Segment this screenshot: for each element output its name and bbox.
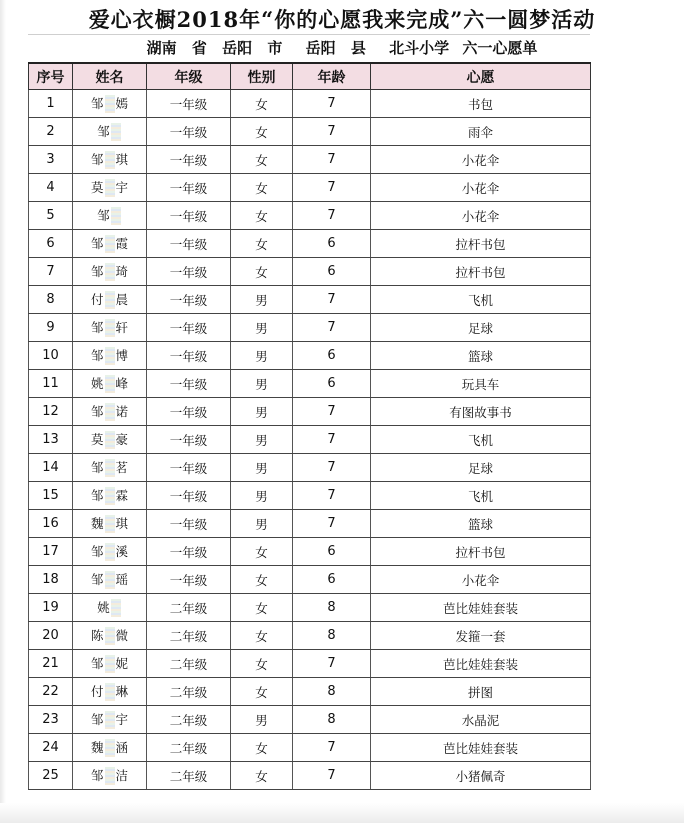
row-age: 7 xyxy=(293,482,371,510)
row-grade: 一年级 xyxy=(147,482,231,510)
row-grade: 一年级 xyxy=(147,90,231,118)
name-redaction-mask xyxy=(105,151,115,169)
row-name xyxy=(73,370,147,398)
row-wish: 拉杆书包 xyxy=(371,258,591,286)
row-gender: 女 xyxy=(231,174,293,202)
row-name xyxy=(73,566,147,594)
row-grade: 一年级 xyxy=(147,454,231,482)
row-wish: 水晶泥 xyxy=(371,706,591,734)
page-bottom-shadow xyxy=(0,803,684,823)
row-wish: 芭比娃娃套装 xyxy=(371,594,591,622)
row-wish: 小花伞 xyxy=(371,146,591,174)
row-name xyxy=(73,622,147,650)
row-name-last: 博 xyxy=(115,347,129,363)
row-number: 3 xyxy=(29,146,73,174)
row-gender: 男 xyxy=(231,314,293,342)
row-number: 9 xyxy=(29,314,73,342)
row-name-last: 霖 xyxy=(115,487,129,503)
row-grade: 一年级 xyxy=(147,146,231,174)
row-number: 15 xyxy=(29,482,73,510)
row-grade: 一年级 xyxy=(147,174,231,202)
row-number: 7 xyxy=(29,258,73,286)
row-gender: 男 xyxy=(231,454,293,482)
row-name-last: 瑶 xyxy=(115,571,129,587)
table-row xyxy=(29,510,591,538)
row-name xyxy=(73,734,147,762)
name-redaction-mask xyxy=(105,431,115,449)
row-number: 16 xyxy=(29,510,73,538)
table-row xyxy=(29,90,591,118)
row-grade: 二年级 xyxy=(147,734,231,762)
table-row xyxy=(29,202,591,230)
row-name-first: 莫 xyxy=(90,431,104,447)
row-grade: 一年级 xyxy=(147,398,231,426)
name-redaction-mask xyxy=(105,319,115,337)
row-gender: 女 xyxy=(231,622,293,650)
table-row xyxy=(29,118,591,146)
table-row xyxy=(29,454,591,482)
subtitle-list-name: 六一心愿单 xyxy=(462,39,538,57)
name-redaction-mask xyxy=(111,123,121,141)
name-redaction-mask xyxy=(105,627,115,645)
subtitle-city: 岳阳 xyxy=(222,39,253,57)
row-name-first: 付 xyxy=(90,683,104,699)
table-body xyxy=(29,90,591,790)
row-wish: 拉杆书包 xyxy=(371,538,591,566)
row-gender: 男 xyxy=(231,342,293,370)
name-redaction-mask xyxy=(105,487,115,505)
row-name-first: 邹 xyxy=(97,123,110,139)
row-name xyxy=(73,258,147,286)
row-name-last: 涵 xyxy=(115,739,129,755)
row-age: 7 xyxy=(293,426,371,454)
row-name xyxy=(73,118,147,146)
row-grade: 一年级 xyxy=(147,510,231,538)
table-row xyxy=(29,174,591,202)
row-grade: 一年级 xyxy=(147,538,231,566)
row-number: 5 xyxy=(29,202,73,230)
row-gender: 女 xyxy=(231,90,293,118)
row-name-first: 邹 xyxy=(90,263,104,279)
row-grade: 一年级 xyxy=(147,566,231,594)
name-redaction-mask xyxy=(111,207,121,225)
row-name-last: 豪 xyxy=(115,431,129,447)
row-number: 19 xyxy=(29,594,73,622)
row-name-first: 邹 xyxy=(90,655,104,671)
row-wish: 拉杆书包 xyxy=(371,230,591,258)
name-redaction-mask xyxy=(105,571,115,589)
title-divider xyxy=(28,34,590,35)
row-number: 10 xyxy=(29,342,73,370)
table-row xyxy=(29,370,591,398)
row-grade: 一年级 xyxy=(147,370,231,398)
row-gender: 女 xyxy=(231,230,293,258)
row-name-first: 魏 xyxy=(90,515,104,531)
subtitle-county-unit: 县 xyxy=(350,39,366,57)
table-row xyxy=(29,314,591,342)
row-wish: 发箍一套 xyxy=(371,622,591,650)
row-wish: 足球 xyxy=(371,314,591,342)
row-wish: 玩具车 xyxy=(371,370,591,398)
row-number: 24 xyxy=(29,734,73,762)
row-name xyxy=(73,342,147,370)
header-gender: 性别 xyxy=(231,63,293,90)
row-number: 22 xyxy=(29,678,73,706)
row-number: 8 xyxy=(29,286,73,314)
name-redaction-mask xyxy=(105,543,115,561)
row-name-last: 琦 xyxy=(115,263,129,279)
row-grade: 二年级 xyxy=(147,678,231,706)
row-name xyxy=(73,482,147,510)
row-name-first: 邹 xyxy=(90,95,104,111)
page-title: 爱心衣橱2018年“你的心愿我来完成”六一圆梦活动 xyxy=(88,7,596,32)
row-name-first: 邹 xyxy=(90,347,104,363)
row-wish: 雨伞 xyxy=(371,118,591,146)
row-name-first: 邹 xyxy=(90,543,104,559)
name-redaction-mask xyxy=(105,375,115,393)
row-name-first: 魏 xyxy=(90,739,104,755)
row-name-last: 妮 xyxy=(115,655,129,671)
row-age: 7 xyxy=(293,174,371,202)
row-name xyxy=(73,90,147,118)
row-name xyxy=(73,314,147,342)
row-name xyxy=(73,678,147,706)
row-number: 4 xyxy=(29,174,73,202)
row-grade: 一年级 xyxy=(147,230,231,258)
row-wish: 篮球 xyxy=(371,342,591,370)
row-gender: 男 xyxy=(231,286,293,314)
name-redaction-mask xyxy=(111,599,121,617)
table-row xyxy=(29,286,591,314)
name-redaction-mask xyxy=(105,263,115,281)
row-grade: 一年级 xyxy=(147,426,231,454)
row-age: 7 xyxy=(293,454,371,482)
row-gender: 女 xyxy=(231,118,293,146)
row-gender: 男 xyxy=(231,706,293,734)
table-header-row xyxy=(29,63,591,90)
row-grade: 一年级 xyxy=(147,342,231,370)
row-name-last: 微 xyxy=(115,627,129,643)
table-row xyxy=(29,706,591,734)
subtitle-school: 北斗小学 xyxy=(389,39,450,57)
table-row xyxy=(29,146,591,174)
row-age: 6 xyxy=(293,566,371,594)
row-gender: 男 xyxy=(231,398,293,426)
row-age: 8 xyxy=(293,706,371,734)
row-name-last: 茗 xyxy=(115,459,129,475)
row-age: 8 xyxy=(293,594,371,622)
row-age: 6 xyxy=(293,230,371,258)
table-row xyxy=(29,678,591,706)
row-grade: 一年级 xyxy=(147,258,231,286)
row-wish: 小猪佩奇 xyxy=(371,762,591,790)
row-gender: 女 xyxy=(231,146,293,174)
row-name-first: 邹 xyxy=(90,487,104,503)
row-age: 7 xyxy=(293,146,371,174)
table-row xyxy=(29,482,591,510)
row-name-last: 诺 xyxy=(115,403,129,419)
name-redaction-mask xyxy=(105,235,115,253)
table-row xyxy=(29,426,591,454)
row-number: 17 xyxy=(29,538,73,566)
row-age: 6 xyxy=(293,538,371,566)
row-gender: 男 xyxy=(231,510,293,538)
row-gender: 女 xyxy=(231,762,293,790)
name-redaction-mask xyxy=(105,459,115,477)
row-name xyxy=(73,454,147,482)
row-name-last: 琳 xyxy=(115,683,129,699)
name-redaction-mask xyxy=(105,711,115,729)
table-row xyxy=(29,538,591,566)
row-grade: 一年级 xyxy=(147,118,231,146)
row-age: 6 xyxy=(293,342,371,370)
table-row xyxy=(29,342,591,370)
row-age: 7 xyxy=(293,650,371,678)
row-number: 11 xyxy=(29,370,73,398)
header-number: 序号 xyxy=(29,63,73,90)
row-gender: 男 xyxy=(231,426,293,454)
row-name-last: 霞 xyxy=(115,235,129,251)
row-grade: 二年级 xyxy=(147,706,231,734)
row-wish: 小花伞 xyxy=(371,566,591,594)
row-name xyxy=(73,202,147,230)
name-redaction-mask xyxy=(105,291,115,309)
row-name-last: 溪 xyxy=(115,543,129,559)
row-name-last: 嫣 xyxy=(115,95,129,111)
row-name xyxy=(73,426,147,454)
row-number: 2 xyxy=(29,118,73,146)
row-name-last: 琪 xyxy=(115,515,129,531)
row-wish: 篮球 xyxy=(371,510,591,538)
row-age: 8 xyxy=(293,678,371,706)
row-age: 8 xyxy=(293,622,371,650)
row-number: 23 xyxy=(29,706,73,734)
row-name-last: 洁 xyxy=(115,767,129,783)
subtitle-province-unit: 省 xyxy=(191,39,207,57)
name-redaction-mask xyxy=(105,347,115,365)
row-age: 6 xyxy=(293,370,371,398)
row-gender: 女 xyxy=(231,650,293,678)
table-row xyxy=(29,258,591,286)
name-redaction-mask xyxy=(105,655,115,673)
row-number: 13 xyxy=(29,426,73,454)
row-wish: 拼图 xyxy=(371,678,591,706)
subtitle-city-unit: 市 xyxy=(267,39,283,57)
row-name-first: 邹 xyxy=(90,711,104,727)
row-name-first: 邹 xyxy=(97,207,110,223)
row-age: 7 xyxy=(293,286,371,314)
row-name xyxy=(73,706,147,734)
header-name: 姓名 xyxy=(73,63,147,90)
table-row xyxy=(29,622,591,650)
row-number: 25 xyxy=(29,762,73,790)
row-number: 14 xyxy=(29,454,73,482)
table-row xyxy=(29,762,591,790)
row-gender: 女 xyxy=(231,734,293,762)
row-gender: 女 xyxy=(231,566,293,594)
page-subtitle xyxy=(0,37,684,58)
row-number: 20 xyxy=(29,622,73,650)
row-name-last: 轩 xyxy=(115,319,129,335)
row-name-last: 宇 xyxy=(115,711,129,727)
header-wish: 心愿 xyxy=(371,63,591,90)
row-name xyxy=(73,538,147,566)
row-grade: 一年级 xyxy=(147,202,231,230)
row-name-first: 邹 xyxy=(90,767,104,783)
row-wish: 有图故事书 xyxy=(371,398,591,426)
name-redaction-mask xyxy=(105,767,115,785)
row-wish: 小花伞 xyxy=(371,174,591,202)
name-redaction-mask xyxy=(105,179,115,197)
row-name-last: 宇 xyxy=(115,179,129,195)
row-number: 1 xyxy=(29,90,73,118)
row-name-first: 姚 xyxy=(90,375,104,391)
row-name xyxy=(73,230,147,258)
header-age: 年龄 xyxy=(293,63,371,90)
row-gender: 女 xyxy=(231,202,293,230)
row-name xyxy=(73,174,147,202)
wish-list-table xyxy=(28,62,591,790)
table-row xyxy=(29,734,591,762)
row-age: 7 xyxy=(293,510,371,538)
row-grade: 一年级 xyxy=(147,286,231,314)
row-number: 12 xyxy=(29,398,73,426)
row-grade: 二年级 xyxy=(147,650,231,678)
row-wish: 芭比娃娃套装 xyxy=(371,734,591,762)
row-age: 7 xyxy=(293,202,371,230)
row-wish: 飞机 xyxy=(371,286,591,314)
row-name xyxy=(73,650,147,678)
row-name-first: 莫 xyxy=(90,179,104,195)
subtitle-county: 岳阳 xyxy=(305,39,336,57)
row-name-first: 陈 xyxy=(90,627,104,643)
row-name-first: 邹 xyxy=(90,571,104,587)
page-left-shadow xyxy=(0,0,6,823)
row-name xyxy=(73,762,147,790)
row-name-last: 晨 xyxy=(115,291,129,307)
row-name-first: 姚 xyxy=(97,599,110,615)
row-wish: 飞机 xyxy=(371,426,591,454)
table-row xyxy=(29,566,591,594)
row-wish: 书包 xyxy=(371,90,591,118)
row-gender: 男 xyxy=(231,482,293,510)
row-wish: 足球 xyxy=(371,454,591,482)
row-age: 7 xyxy=(293,90,371,118)
row-number: 21 xyxy=(29,650,73,678)
row-name-last: 峰 xyxy=(115,375,129,391)
row-name xyxy=(73,398,147,426)
name-redaction-mask xyxy=(105,95,115,113)
row-number: 18 xyxy=(29,566,73,594)
row-grade: 二年级 xyxy=(147,622,231,650)
name-redaction-mask xyxy=(105,403,115,421)
row-name-first: 付 xyxy=(90,291,104,307)
row-name-last: 琪 xyxy=(115,151,129,167)
row-wish: 飞机 xyxy=(371,482,591,510)
name-redaction-mask xyxy=(105,739,115,757)
name-redaction-mask xyxy=(105,683,115,701)
row-grade: 二年级 xyxy=(147,762,231,790)
row-wish: 芭比娃娃套装 xyxy=(371,650,591,678)
row-age: 7 xyxy=(293,314,371,342)
row-grade: 二年级 xyxy=(147,594,231,622)
row-gender: 女 xyxy=(231,538,293,566)
row-name xyxy=(73,286,147,314)
table-row xyxy=(29,398,591,426)
row-gender: 女 xyxy=(231,594,293,622)
table-row xyxy=(29,650,591,678)
row-name-first: 邹 xyxy=(90,151,104,167)
row-name xyxy=(73,510,147,538)
header-grade: 年级 xyxy=(147,63,231,90)
row-age: 7 xyxy=(293,398,371,426)
row-number: 6 xyxy=(29,230,73,258)
row-age: 7 xyxy=(293,762,371,790)
row-name-first: 邹 xyxy=(90,319,104,335)
row-grade: 一年级 xyxy=(147,314,231,342)
row-name xyxy=(73,146,147,174)
row-age: 7 xyxy=(293,118,371,146)
row-age: 6 xyxy=(293,258,371,286)
row-name xyxy=(73,594,147,622)
row-gender: 女 xyxy=(231,678,293,706)
table-row xyxy=(29,230,591,258)
row-name-first: 邹 xyxy=(90,403,104,419)
subtitle-province: 湖南 xyxy=(146,39,177,57)
row-name-first: 邹 xyxy=(90,459,104,475)
row-gender: 女 xyxy=(231,258,293,286)
row-age: 7 xyxy=(293,734,371,762)
row-name-first: 邹 xyxy=(90,235,104,251)
row-gender: 男 xyxy=(231,370,293,398)
name-redaction-mask xyxy=(105,515,115,533)
row-wish: 小花伞 xyxy=(371,202,591,230)
table-row xyxy=(29,594,591,622)
